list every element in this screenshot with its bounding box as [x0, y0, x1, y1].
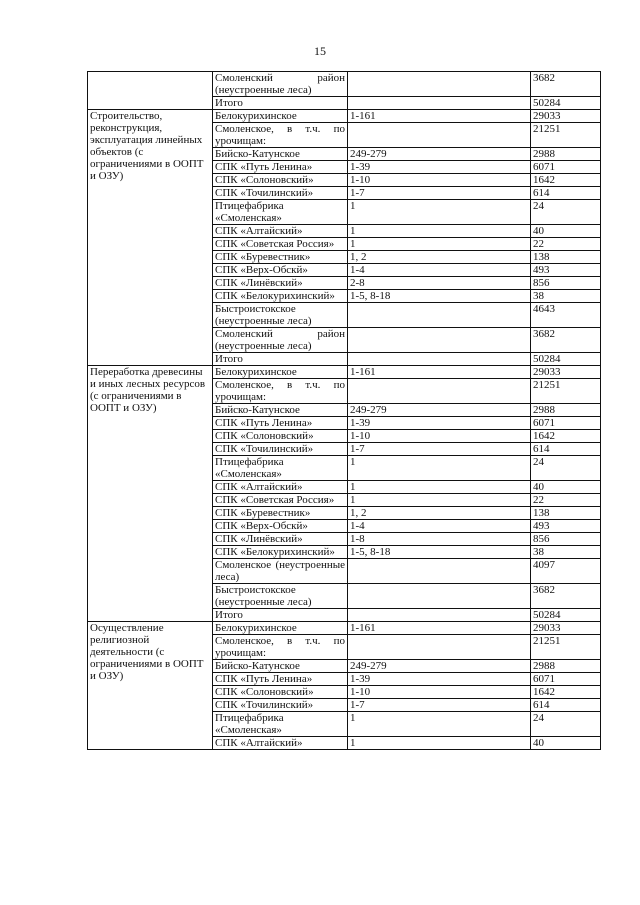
quarters-cell: 249-279: [348, 660, 531, 673]
area-cell: 6071: [531, 417, 601, 430]
area-cell: 856: [531, 277, 601, 290]
forestry-name-cell: Быстроистокское (неустроенные леса): [213, 584, 348, 609]
forestry-name-cell: Белокурихинское: [213, 366, 348, 379]
forestry-name-cell: Белокурихинское: [213, 622, 348, 635]
quarters-cell: 1-161: [348, 622, 531, 635]
area-cell: 856: [531, 533, 601, 546]
quarters-cell: 1-5, 8-18: [348, 290, 531, 303]
area-cell: 50284: [531, 353, 601, 366]
forestry-name-cell: СПК «Путь Ленина»: [213, 417, 348, 430]
quarters-cell: 1: [348, 494, 531, 507]
area-cell: 493: [531, 520, 601, 533]
forestry-name-cell: Бийско-Катунское: [213, 660, 348, 673]
quarters-cell: 1-10: [348, 430, 531, 443]
area-cell: 1642: [531, 174, 601, 187]
forestry-name-cell: Бийско-Катунское: [213, 148, 348, 161]
forestry-name-cell: Смоленское, в т.ч. по урочищам:: [213, 123, 348, 148]
quarters-cell: [348, 97, 531, 110]
area-cell: 40: [531, 225, 601, 238]
forestry-name-cell: СПК «Линёвский»: [213, 277, 348, 290]
forestry-name-cell: СПК «Алтайский»: [213, 737, 348, 750]
forestry-name-cell: СПК «Солоновский»: [213, 174, 348, 187]
quarters-cell: 1: [348, 238, 531, 251]
forestry-name-cell: СПК «Солоновский»: [213, 686, 348, 699]
quarters-cell: 1: [348, 481, 531, 494]
area-cell: 3682: [531, 328, 601, 353]
quarters-cell: 249-279: [348, 148, 531, 161]
forestry-name-cell: СПК «Советская Россия»: [213, 494, 348, 507]
forestry-name-cell: СПК «Буревестник»: [213, 251, 348, 264]
forestry-name-cell: Смоленское, в т.ч. по урочищам:: [213, 635, 348, 660]
quarters-cell: 1-8: [348, 533, 531, 546]
quarters-cell: 1-161: [348, 366, 531, 379]
quarters-cell: 1-5, 8-18: [348, 546, 531, 559]
area-cell: 22: [531, 238, 601, 251]
forestry-name-cell: Бийско-Катунское: [213, 404, 348, 417]
quarters-cell: [348, 559, 531, 584]
area-cell: 2988: [531, 148, 601, 161]
page-number: 15: [314, 44, 326, 58]
forestry-name-cell: СПК «Алтайский»: [213, 225, 348, 238]
table-row: [88, 72, 601, 97]
area-cell: 21251: [531, 123, 601, 148]
table-row: [88, 366, 601, 379]
quarters-cell: [348, 303, 531, 328]
area-cell: 6071: [531, 161, 601, 174]
area-cell: 2988: [531, 404, 601, 417]
table-row: [88, 622, 601, 635]
quarters-cell: 249-279: [348, 404, 531, 417]
forestry-name-cell: Итого: [213, 609, 348, 622]
area-cell: 50284: [531, 97, 601, 110]
category-cell: Переработка древесины и иных лесных ресурсов (с ограничениями в ООПТ и ОЗУ): [88, 366, 213, 622]
quarters-cell: 2-8: [348, 277, 531, 290]
forestry-name-cell: Птицефабрика «Смоленская»: [213, 456, 348, 481]
area-cell: 138: [531, 251, 601, 264]
quarters-cell: [348, 635, 531, 660]
quarters-cell: [348, 72, 531, 97]
area-cell: 2988: [531, 660, 601, 673]
forestry-name-cell: Смоленское (неустроенные леса): [213, 559, 348, 584]
area-cell: 614: [531, 699, 601, 712]
area-cell: 24: [531, 712, 601, 737]
forestry-name-cell: Смоленский район (неустроенные леса): [213, 328, 348, 353]
area-cell: 21251: [531, 379, 601, 404]
quarters-cell: 1: [348, 456, 531, 481]
forestry-name-cell: СПК «Путь Ленина»: [213, 673, 348, 686]
forestry-name-cell: Белокурихинское: [213, 110, 348, 123]
quarters-cell: 1: [348, 200, 531, 225]
area-cell: 614: [531, 443, 601, 456]
forestry-name-cell: СПК «Линёвский»: [213, 533, 348, 546]
forestry-name-cell: СПК «Солоновский»: [213, 430, 348, 443]
quarters-cell: [348, 584, 531, 609]
forestry-name-cell: СПК «Советская Россия»: [213, 238, 348, 251]
category-cell: Осуществление религиозной деятельности (с ограничениями в ООПТ и ОЗУ): [88, 622, 213, 750]
area-cell: 38: [531, 546, 601, 559]
area-cell: 614: [531, 187, 601, 200]
quarters-cell: [348, 609, 531, 622]
area-cell: 40: [531, 481, 601, 494]
area-cell: 22: [531, 494, 601, 507]
quarters-cell: 1, 2: [348, 507, 531, 520]
quarters-cell: 1-7: [348, 443, 531, 456]
quarters-cell: 1: [348, 225, 531, 238]
forestry-name-cell: Птицефабрика «Смоленская»: [213, 200, 348, 225]
area-cell: 38: [531, 290, 601, 303]
quarters-cell: 1-39: [348, 673, 531, 686]
category-cell: Строительство, реконструкция, эксплуатация линейных объектов (с ограничениями в ООПТ и ОЗУ): [88, 110, 213, 366]
area-cell: 138: [531, 507, 601, 520]
quarters-cell: 1-4: [348, 264, 531, 277]
area-cell: 29033: [531, 366, 601, 379]
quarters-cell: 1-39: [348, 161, 531, 174]
area-cell: 21251: [531, 635, 601, 660]
area-cell: 493: [531, 264, 601, 277]
area-cell: 6071: [531, 673, 601, 686]
forestry-name-cell: СПК «Путь Ленина»: [213, 161, 348, 174]
forestry-name-cell: Смоленское, в т.ч. по урочищам:: [213, 379, 348, 404]
area-cell: 1642: [531, 430, 601, 443]
area-cell: 3682: [531, 72, 601, 97]
quarters-cell: 1-7: [348, 699, 531, 712]
quarters-cell: 1-7: [348, 187, 531, 200]
category-cell: [88, 72, 213, 110]
forestry-name-cell: Итого: [213, 97, 348, 110]
quarters-cell: 1-10: [348, 686, 531, 699]
forestry-name-cell: СПК «Точилинский»: [213, 699, 348, 712]
area-cell: 50284: [531, 609, 601, 622]
table-row: [88, 110, 601, 123]
area-cell: 24: [531, 456, 601, 481]
area-cell: 1642: [531, 686, 601, 699]
forestry-name-cell: СПК «Верх-Обскй»: [213, 520, 348, 533]
forestry-name-cell: СПК «Точилинский»: [213, 443, 348, 456]
forestry-name-cell: СПК «Буревестник»: [213, 507, 348, 520]
quarters-cell: 1, 2: [348, 251, 531, 264]
area-cell: 29033: [531, 622, 601, 635]
forestry-name-cell: СПК «Верх-Обскй»: [213, 264, 348, 277]
quarters-cell: 1: [348, 712, 531, 737]
quarters-cell: [348, 328, 531, 353]
forestry-name-cell: СПК «Точилинский»: [213, 187, 348, 200]
area-cell: 29033: [531, 110, 601, 123]
quarters-cell: [348, 353, 531, 366]
quarters-cell: 1-161: [348, 110, 531, 123]
forestry-name-cell: Итого: [213, 353, 348, 366]
quarters-cell: 1-39: [348, 417, 531, 430]
quarters-cell: [348, 379, 531, 404]
quarters-cell: 1-10: [348, 174, 531, 187]
forest-use-table: [87, 71, 601, 750]
quarters-cell: 1: [348, 737, 531, 750]
forestry-name-cell: СПК «Белокурихинский»: [213, 546, 348, 559]
area-cell: 40: [531, 737, 601, 750]
forestry-name-cell: Быстроистокское (неустроенные леса): [213, 303, 348, 328]
forestry-name-cell: СПК «Алтайский»: [213, 481, 348, 494]
area-cell: 4643: [531, 303, 601, 328]
area-cell: 4097: [531, 559, 601, 584]
forestry-name-cell: Смоленский район (неустроенные леса): [213, 72, 348, 97]
quarters-cell: [348, 123, 531, 148]
forestry-name-cell: Птицефабрика «Смоленская»: [213, 712, 348, 737]
forestry-name-cell: СПК «Белокурихинский»: [213, 290, 348, 303]
area-cell: 3682: [531, 584, 601, 609]
quarters-cell: 1-4: [348, 520, 531, 533]
area-cell: 24: [531, 200, 601, 225]
